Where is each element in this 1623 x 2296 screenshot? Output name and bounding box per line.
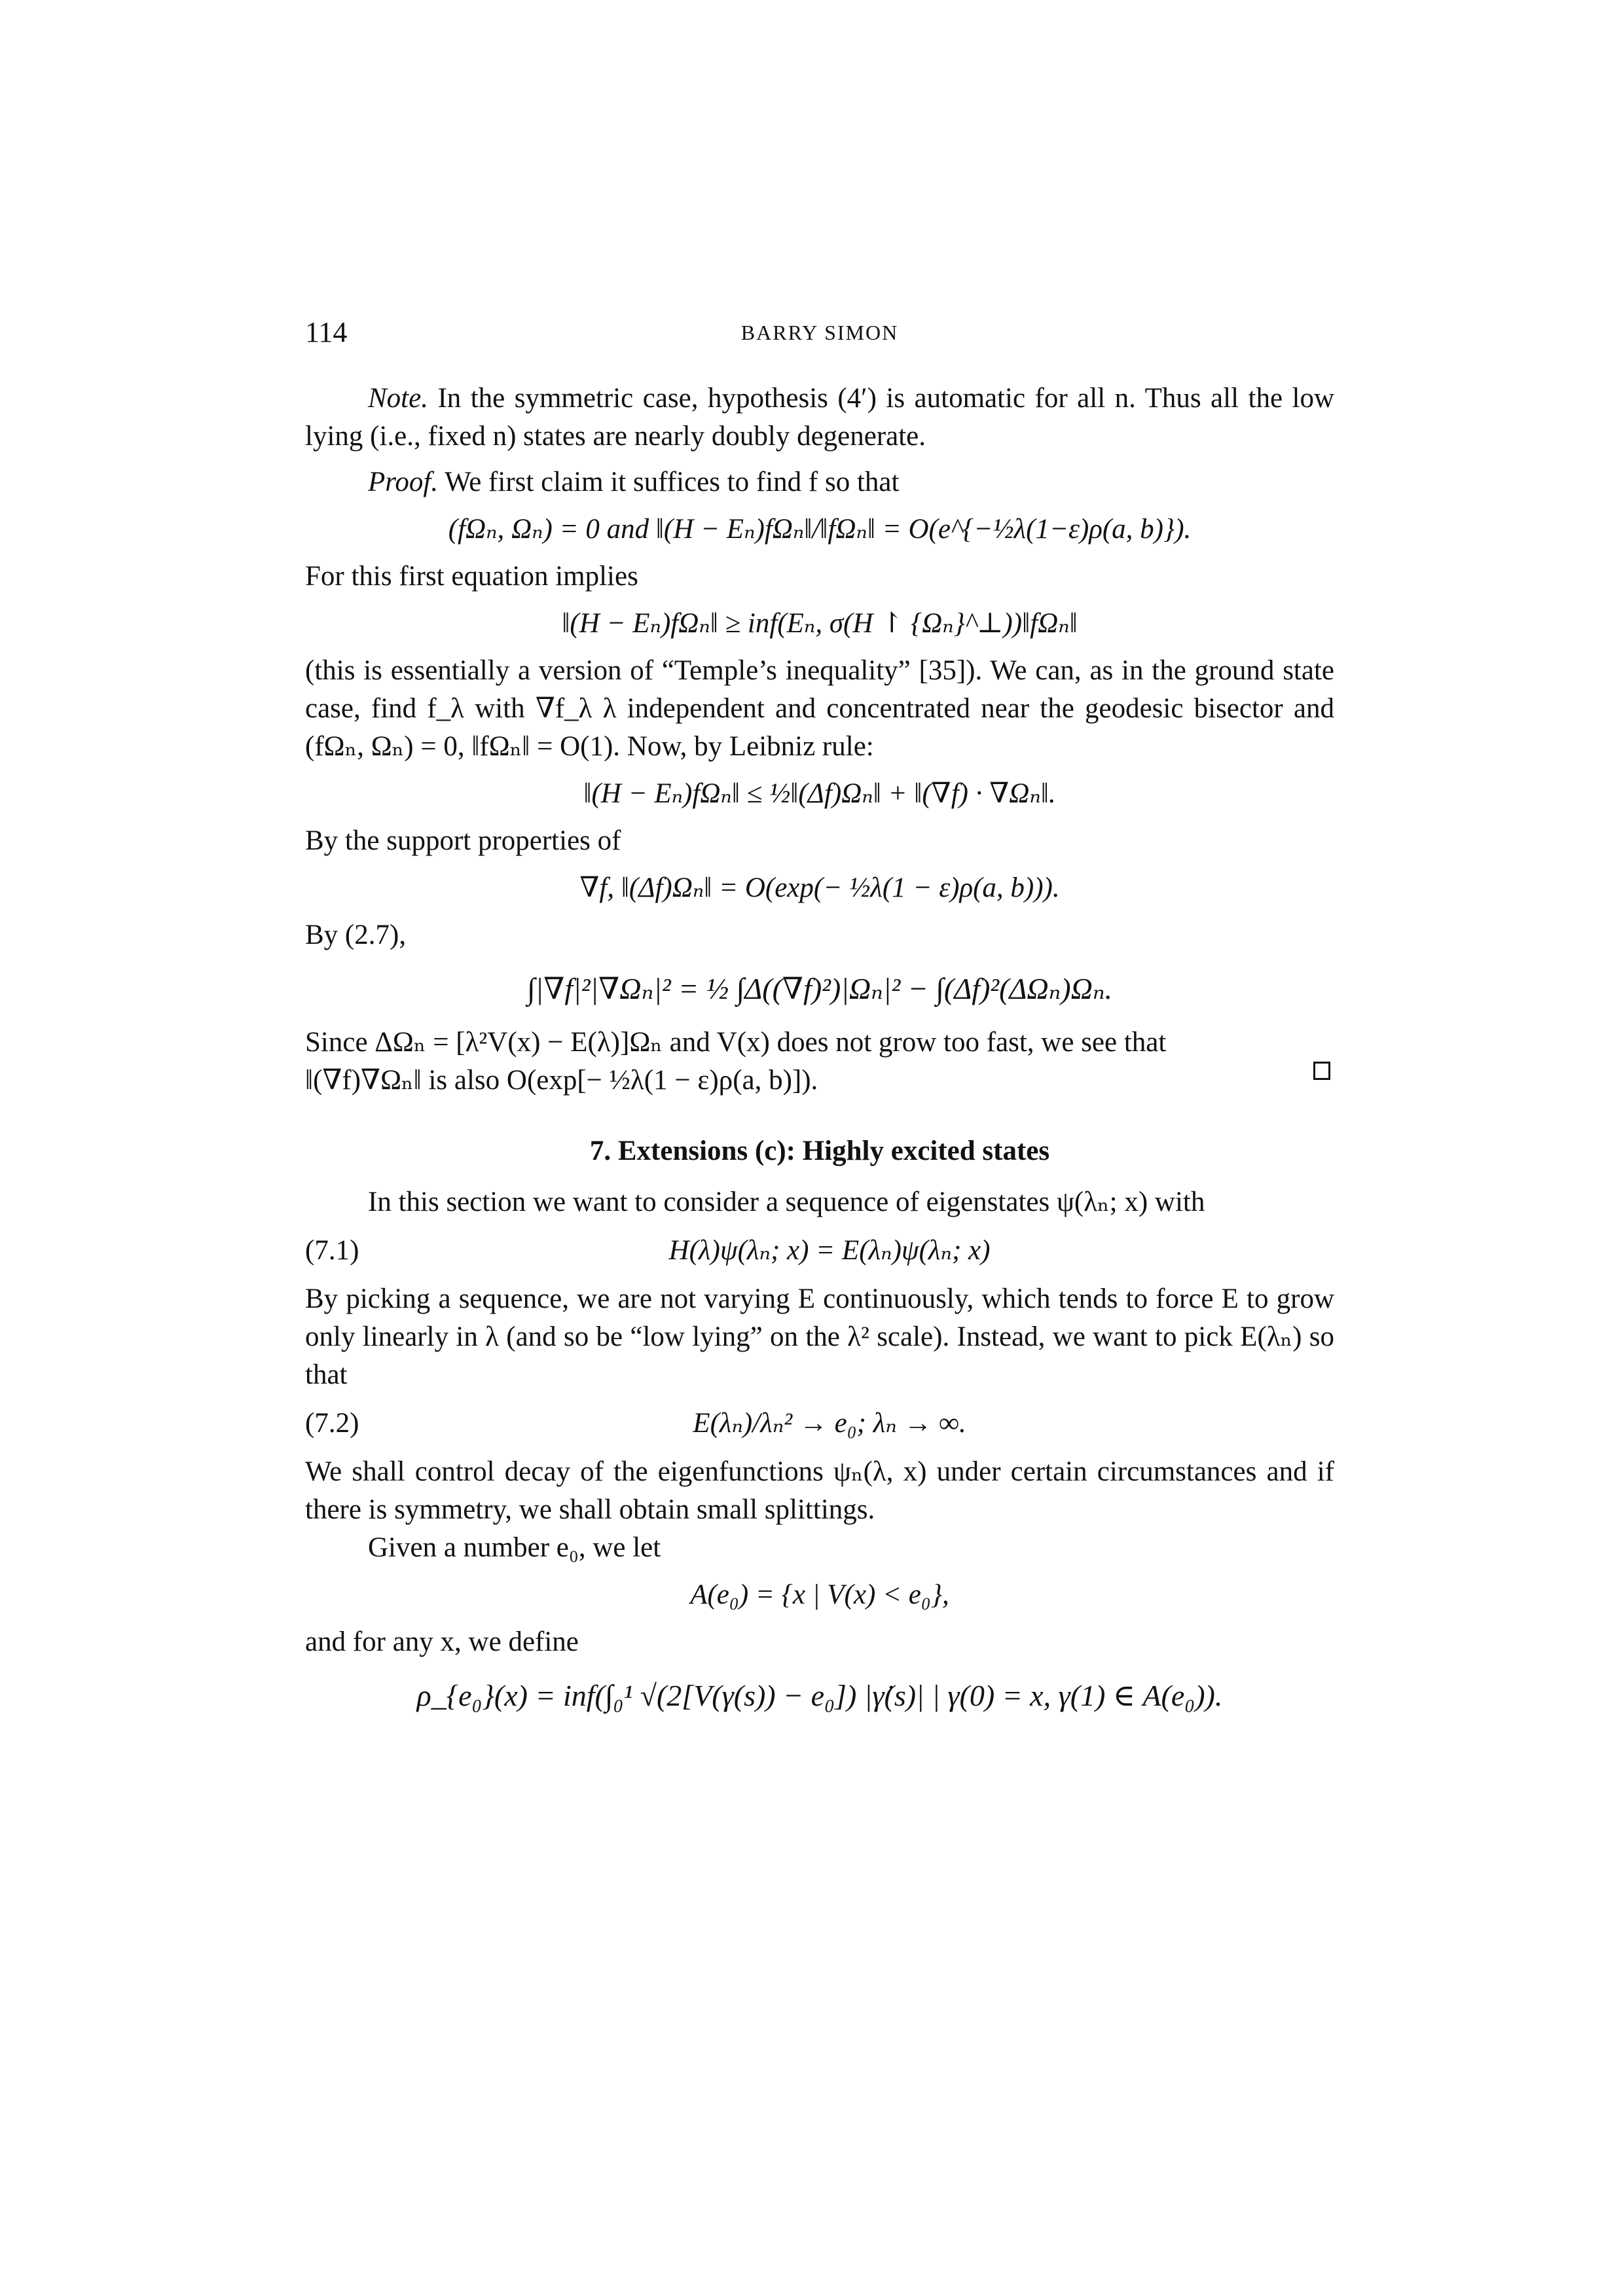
proof-paragraph-4: By the support properties of <box>305 825 621 856</box>
proof-text: We first claim it suffices to find f so that <box>438 467 900 497</box>
running-head: BARRY SIMON <box>740 321 899 344</box>
note-text: In the symmetric case, hypothesis (4′) is automatic for all n. Thus all the low lying (i.e., fixed n) states are nearly doubly degenerate. <box>305 383 1334 452</box>
note-label: Note. <box>368 383 428 414</box>
equation-A-set: A(e₀) = {x | V(x) < e₀}, <box>690 1579 949 1610</box>
equation-7-1-formula: H(λ)ψ(λₙ; x) = E(λₙ)ψ(λₙ; x) <box>668 1235 991 1266</box>
page-body <box>305 380 1334 1731</box>
equation-7-1-tag: (7.1) <box>305 1235 359 1266</box>
equation-5: ∫|∇f|²|∇Ωₙ|² = ½ ∫Δ((∇f)²)|Ωₙ|² − ∫(Δf)²(ΔΩₙ)Ωₙ. <box>526 972 1113 1005</box>
section-paragraph-2: By picking a sequence, we are not varying E continuously, which tends to force E to grow only linearly in λ (and so be “low lying” on the λ² scale). Instead, we want to pick E(λₙ) so that <box>305 1283 1334 1390</box>
equation-7-2-tag: (7.2) <box>305 1408 359 1439</box>
proof-paragraph-3: (this is essentially a version of “Temple’s inequality” [35]). We can, as in the ground state case, find f_λ with ∇f_λ λ independent and concentrated near the geodesic bisector and (fΩₙ, Ωₙ) = 0, ‖fΩₙ‖ = O(1). Now, by Leibniz rule: <box>305 655 1334 762</box>
proof-paragraph-5: By (2.7), <box>305 920 407 950</box>
equation-7-2-formula: E(λₙ)/λₙ² → e₀; λₙ → ∞. <box>693 1408 966 1439</box>
equation-1: (fΩₙ, Ωₙ) = 0 and ‖(H − Eₙ)fΩₙ‖/‖fΩₙ‖ = O(e^{−½λ(1−ε)ρ(a, b)}). <box>448 514 1192 545</box>
qed-square-icon <box>1313 1062 1330 1080</box>
proof-paragraph-2: For this first equation implies <box>305 561 638 592</box>
section-paragraph-5: and for any x, we define <box>305 1626 579 1657</box>
section-paragraph-3: We shall control decay of the eigenfunctions ψₙ(λ, x) under certain circumstances and if there is symmetry, we shall obtain small splittings. <box>305 1456 1334 1525</box>
equation-7-2 <box>305 1405 1334 1443</box>
equation-3: ‖(H − Eₙ)fΩₙ‖ ≤ ½‖(Δf)Ωₙ‖ + ‖(∇f) · ∇Ωₙ‖. <box>583 778 1056 809</box>
equation-rho: ρ_{e₀}(x) = inf(∫₀¹ √(2[V(γ(s)) − e₀]) |γ̇(s)| | γ(0) = x, γ(1) ∈ A(e₀)). <box>416 1679 1223 1712</box>
page-header <box>305 315 1334 355</box>
proof-paragraph-6: Since ΔΩₙ = [λ²V(x) − E(λ)]Ωₙ and V(x) does not grow too fast, we see that <box>305 1027 1167 1058</box>
page-number: 114 <box>305 316 348 348</box>
section-heading: 7. Extensions (c): Highly excited states <box>589 1136 1050 1166</box>
proof-label: Proof. <box>368 467 439 497</box>
proof-last-line <box>305 1062 1334 1100</box>
proof-paragraph <box>305 463 1334 501</box>
section-paragraph-4: Given a number e₀, we let <box>368 1532 661 1563</box>
note-paragraph <box>305 380 1334 456</box>
equation-2: ‖(H − Eₙ)fΩₙ‖ ≥ inf(Eₙ, σ(H ↾ {Ωₙ}^⊥))‖fΩₙ‖ <box>562 608 1078 639</box>
equation-4: ∇f, ‖(Δf)Ωₙ‖ = O(exp(− ½λ(1 − ε)ρ(a, b))). <box>579 872 1060 903</box>
proof-paragraph-6-last: ‖(∇f)∇Ωₙ‖ is also O(exp[− ½λ(1 − ε)ρ(a, b)]). <box>305 1065 818 1096</box>
equation-7-1 <box>305 1232 1334 1270</box>
section-paragraph-1: In this section we want to consider a sequence of eigenstates ψ(λₙ; x) with <box>368 1187 1205 1217</box>
